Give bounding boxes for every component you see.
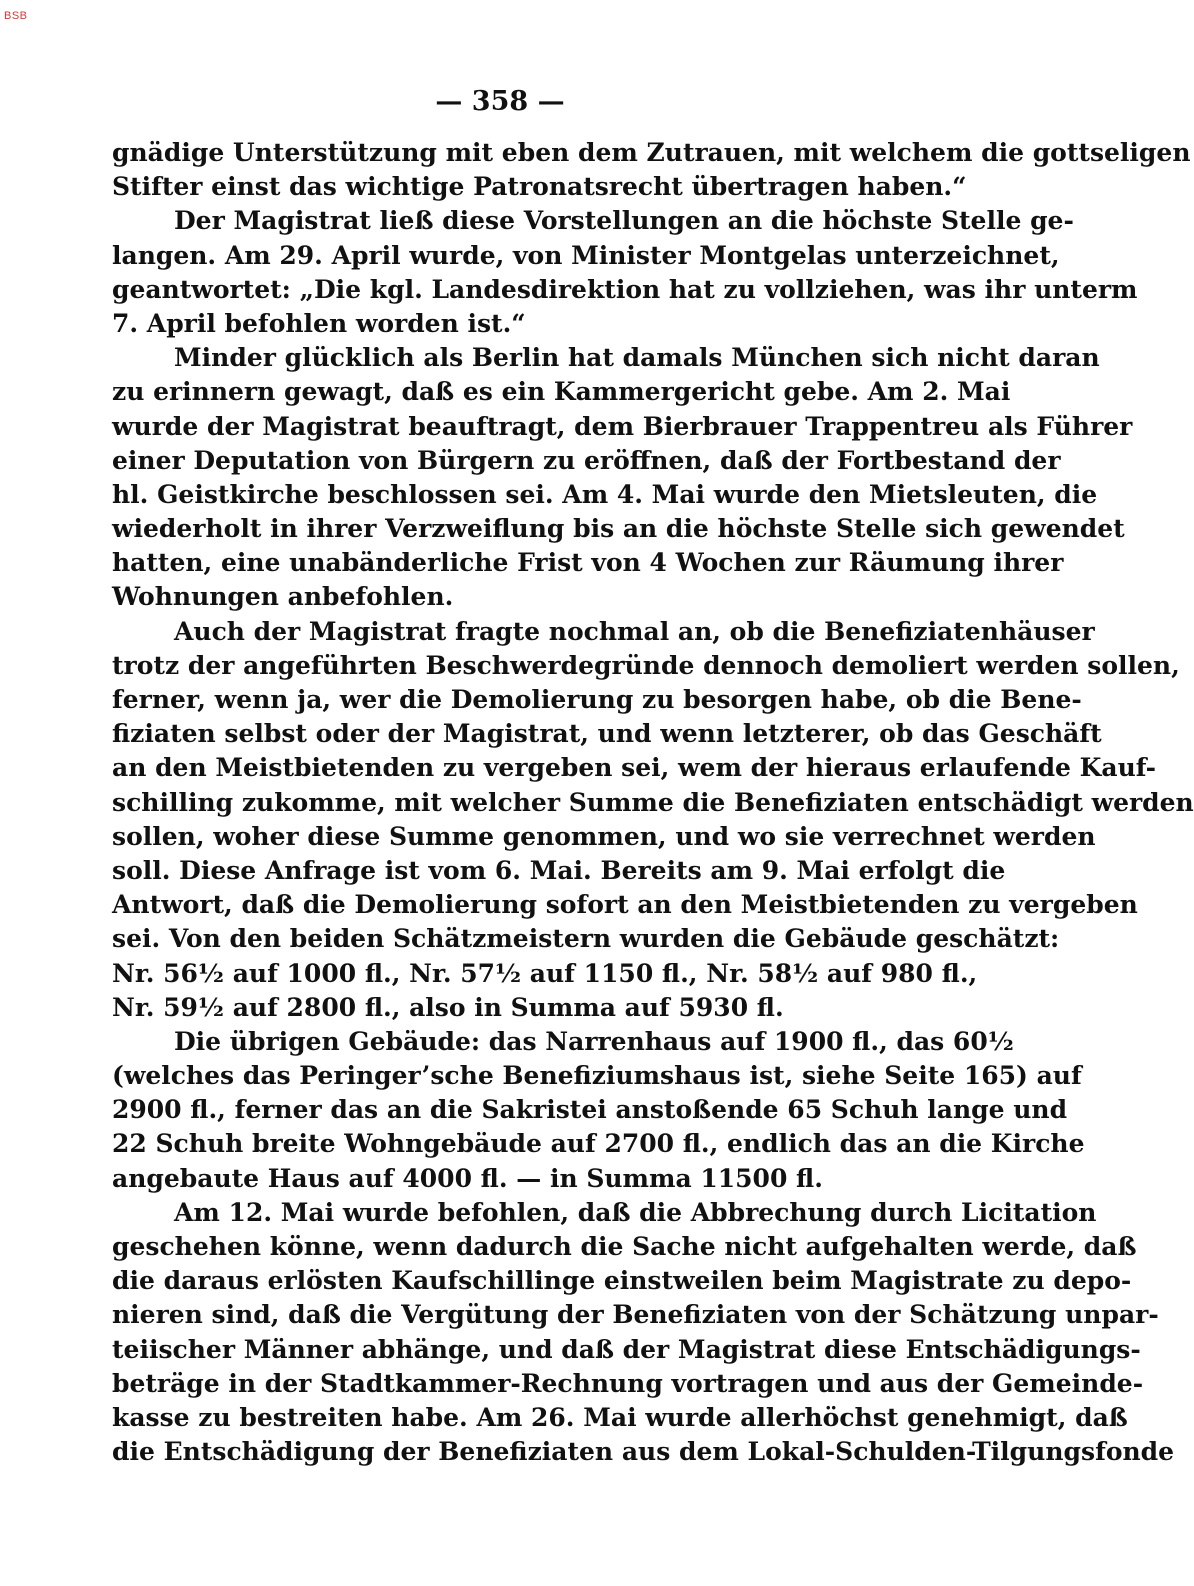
text-line: hatten, eine unabänderliche Frist von 4 Wochen zur Räumung ihrer xyxy=(112,548,1064,578)
library-watermark: BSB xyxy=(4,10,28,22)
text-line: an den Meistbietenden zu vergeben sei, wem der hieraus erlaufende Kauf- xyxy=(112,753,1157,783)
text-line: Die übrigen Gebäude: das Narrenhaus auf 1900 fl., das 60½ xyxy=(174,1026,1014,1056)
text-line: Am 12. Mai wurde befohlen, daß die Abbrechung durch Licitation xyxy=(174,1197,1097,1227)
text-line: Nr. 59½ auf 2800 fl., also in Summa auf 5930 fl. xyxy=(112,992,784,1022)
text-line: zu erinnern gewagt, daß es ein Kammergericht gebe. Am 2. Mai xyxy=(112,377,1011,407)
text-line: sollen, woher diese Summe genommen, und wo sie verrechnet werden xyxy=(112,821,1096,851)
text-line: angebaute Haus auf 4000 fl. — in Summa 11500 fl. xyxy=(112,1163,823,1193)
text-line: Nr. 56½ auf 1000 fl., Nr. 57½ auf 1150 fl., Nr. 58½ auf 980 fl., xyxy=(112,958,978,988)
text-line: nieren sind, daß die Vergütung der Benefiziaten von der Schätzung unpar- xyxy=(112,1300,1159,1330)
text-line: langen. Am 29. April wurde, von Minister Montgelas unterzeichnet, xyxy=(112,240,1060,270)
text-line: wurde der Magistrat beauftragt, dem Bierbrauer Trappentreu als Führer xyxy=(112,411,1133,441)
text-line: soll. Diese Anfrage ist vom 6. Mai. Bereits am 9. Mai erfolgt die xyxy=(112,855,1006,885)
text-line: einer Deputation von Bürgern zu eröffnen, daß der Fortbestand der xyxy=(112,445,1061,475)
text-line: die daraus erlösten Kaufschillinge einstweilen beim Magistrate zu depo- xyxy=(112,1266,1132,1296)
text-line: Minder glücklich als Berlin hat damals München sich nicht daran xyxy=(174,343,1100,373)
text-line: ferner, wenn ja, wer die Demolierung zu besorgen habe, ob die Bene- xyxy=(112,685,1082,714)
page-number: — 358 — xyxy=(435,86,565,117)
text-line: teiischer Männer abhänge, und daß der Magistrat diese Entschädigungs- xyxy=(112,1334,1141,1364)
text-line: die Entschädigung der Benefiziaten aus dem Lokal-Schulden-Tilgungsfonde xyxy=(112,1437,1175,1467)
text-line: Wohnungen anbefohlen. xyxy=(112,582,454,612)
text-line: kasse zu bestreiten habe. Am 26. Mai wurde allerhöchst genehmigt, daß xyxy=(112,1402,1128,1432)
text-line: hl. Geistkirche beschlossen sei. Am 4. Mai wurde den Mietsleuten, die xyxy=(112,479,1098,509)
text-line: 7. April befohlen worden ist.“ xyxy=(112,308,526,338)
text-line: Antwort, daß die Demolierung sofort an den Meistbietenden zu vergeben xyxy=(112,890,1138,920)
text-line: wiederholt in ihrer Verzweiflung bis an die höchste Stelle sich gewendet xyxy=(112,514,1125,544)
text-line: geantwortet: „Die kgl. Landesdirektion hat zu vollziehen, was ihr unterm xyxy=(112,274,1138,304)
text-line: gnädige Unterstützung mit eben dem Zutrauen, mit welchem die gottseligen xyxy=(112,138,1191,167)
text-line: fiziaten selbst oder der Magistrat, und wenn letzterer, ob das Geschäft xyxy=(112,719,1102,749)
text-line: 2900 fl., ferner das an die Sakristei anstoßende 65 Schuh lange und xyxy=(112,1095,1068,1125)
text-line: Der Magistrat ließ diese Vorstellungen an die höchste Stelle ge- xyxy=(174,206,1074,236)
text-line: Auch der Magistrat fragte nochmal an, ob die Benefiziatenhäuser xyxy=(174,616,1095,646)
text-line: 22 Schuh breite Wohngebäude auf 2700 fl., endlich das an die Kirche xyxy=(112,1129,1085,1159)
text-line: sei. Von den beiden Schätzmeistern wurden die Gebäude geschätzt: xyxy=(112,924,1060,954)
text-line: beträge in der Stadtkammer-Rechnung vortragen und aus der Gemeinde- xyxy=(112,1368,1144,1398)
text-line: schilling zukomme, mit welcher Summe die Benefiziaten entschädigt werden xyxy=(112,787,1194,817)
text-line: geschehen könne, wenn dadurch die Sache nicht aufgehalten werde, daß xyxy=(112,1232,1137,1261)
text-line: (welches das Peringer’sche Benefiziumshaus ist, siehe Seite 165) auf xyxy=(112,1061,1082,1091)
body-text xyxy=(112,136,1194,1469)
text-line: Stifter einst das wichtige Patronatsrecht übertragen haben.“ xyxy=(112,172,967,202)
text-line: trotz der angeführten Beschwerdegründe dennoch demoliert werden sollen, xyxy=(112,650,1180,680)
